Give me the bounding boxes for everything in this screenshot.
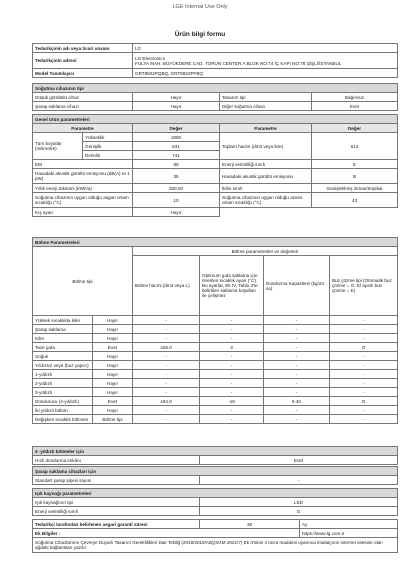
low-noise-value: Hayır — [133, 93, 220, 102]
compartment-defrost: - — [330, 352, 398, 361]
fast-freeze-value: Evet — [200, 456, 398, 465]
noise-value: 35 — [133, 169, 220, 184]
compartment-row — [33, 406, 398, 415]
total-volume-value: 612 — [312, 133, 398, 160]
compartment-volume: - — [133, 370, 200, 379]
compartment-defrost: - — [330, 406, 398, 415]
warranty-table — [32, 519, 398, 553]
energy-class-label: Enerji verimliliği sınıfı — [220, 160, 312, 169]
four-star-table — [32, 446, 398, 465]
compartment-present: Hayır — [93, 370, 133, 379]
compartment-name: 2-yıldızlı — [33, 379, 93, 388]
wine-bottles-value: - — [200, 476, 398, 485]
website-link[interactable]: https://www.lg.com.tr — [300, 529, 398, 538]
compartment-defrost: - — [330, 325, 398, 334]
compartment-freeze-capacity: - — [264, 352, 330, 361]
compartment-temp: - — [200, 316, 264, 325]
compartment-row — [33, 316, 398, 325]
max-temp-value: 43 — [312, 193, 398, 208]
compartment-temp: - — [200, 361, 264, 370]
warranty-unit: Ay — [300, 520, 398, 529]
compartment-volume: - — [133, 415, 200, 424]
supplier-address-line1: LG Electronics — [135, 55, 165, 61]
compartment-temp: -18 — [200, 397, 264, 406]
compartment-row — [33, 325, 398, 334]
compartment-freeze-capacity: - — [264, 343, 330, 352]
value-header-1: Değer — [133, 124, 220, 133]
wine-table — [32, 466, 398, 485]
climate-class-value: Genişletilmiş ılıman/tropikal — [312, 184, 398, 193]
compartment-row — [33, 379, 398, 388]
compartment-name: Dondurucu (4-yıldızlı) — [33, 397, 93, 406]
model-label: Model Tanımlayıcı — [33, 69, 133, 78]
low-noise-label: Düşük gürültülü cihaz — [33, 93, 133, 102]
compartment-volume: - — [133, 352, 200, 361]
compartment-name: 3-yıldızlı — [33, 388, 93, 397]
compartment-present: Hayır — [93, 361, 133, 370]
compartment-freeze-capacity: - — [264, 325, 330, 334]
max-temp-label: Soğutma cihazının uygun olduğu azami ortam sıcaklığı (°C) — [220, 193, 312, 208]
annual-energy-value: 330.00 — [133, 184, 220, 193]
min-temp-label: Soğutma cihazının uygun olduğu asgari ortam sıcaklığı (°C) — [33, 193, 133, 208]
temp-setting-header: Optimum gıda saklama için önerilen sıcaklık ayarı (°C). Bu ayarlar, Ek IV, Tablo 3'te belirtilen saklama koşulları ile çelişmez — [200, 256, 264, 316]
compartment-defrost: - — [330, 361, 398, 370]
compartment-name: Kiler — [33, 334, 93, 343]
climate-class-label: İklim sınıfı — [220, 184, 312, 193]
design-type-label: Tasarım tipi — [220, 93, 312, 102]
compartment-present: Hayır — [93, 352, 133, 361]
compartment-temp: - — [200, 379, 264, 388]
width-value: 831 — [133, 142, 220, 151]
wine-section: Şarap saklama cihazları için — [33, 467, 398, 476]
eei-label: EEI — [33, 160, 133, 169]
supplier-name-label: Tedarikçinin adı veya ticari unvanı — [33, 44, 133, 53]
other-appliance-label: Diğer soğutma cihazı — [220, 102, 312, 111]
compartment-freeze-capacity: - — [264, 388, 330, 397]
compartment-table — [32, 237, 398, 424]
compartment-defrost: - — [330, 415, 398, 424]
compartment-defrost: - — [330, 316, 398, 325]
compartment-freeze-capacity: - — [264, 370, 330, 379]
annual-energy-label: Yıllık enerji tüketimi (kWh/a) — [33, 184, 133, 193]
defrost-type-header: Buz çözme tipi (Otomatik buz çözme = O, El ayarlı buz çözme = E) — [330, 256, 398, 316]
noise-class-value: B — [312, 169, 398, 184]
warranty-value: 36 — [200, 520, 300, 529]
compartment-name: Şarap saklama — [33, 325, 93, 334]
compartment-volume: - — [133, 334, 200, 343]
compartment-volume: - — [133, 361, 200, 370]
winter-setting-value: Hayır — [133, 208, 220, 217]
compartment-freeze-capacity: 8.40 — [264, 397, 330, 406]
compartment-defrost: - — [330, 370, 398, 379]
compartment-freeze-capacity: - — [264, 316, 330, 325]
supplier-address-label: Tedarikçinin adresi — [33, 53, 133, 69]
param-header-1: Parametre — [33, 124, 133, 133]
compartment-present: Evet — [93, 343, 133, 352]
compartment-section: Bölme Parametreleri — [33, 238, 398, 247]
design-type-value: Bağımsız — [312, 93, 398, 102]
compartment-row — [33, 370, 398, 379]
freezing-capacity-header: Dondurma Kapasitesi (kg/24 sa) — [264, 256, 330, 316]
compartment-row — [33, 397, 398, 406]
total-volume-label: Toplam hacim (dm3 veya litre) — [220, 133, 312, 160]
height-label: Yükseklik — [83, 133, 133, 142]
param-header-2: Parametre — [220, 124, 312, 133]
compartment-defrost: - — [330, 379, 398, 388]
compartment-type-header: Bölme tipi — [33, 247, 133, 316]
light-class-label: Enerji verimliliği sınıfı — [33, 507, 200, 516]
compartment-name: İki yıldızlı bölüm — [33, 406, 93, 415]
light-type-value: LED — [200, 498, 398, 507]
compartment-freeze-capacity: - — [264, 406, 330, 415]
width-label: Genişlik — [83, 142, 133, 151]
compartment-present: Hayır — [93, 388, 133, 397]
supplier-address-value — [133, 53, 398, 69]
extra-info-label: Ek Bilgiler : — [33, 529, 300, 538]
page-title: Ürün bilgi formu — [174, 31, 226, 38]
supplier-address-line2: FULYA MAH. BÜYÜKDERE CAD. TORUN CENTER A BLOK NO:74 İÇ KAPI NO:78 ŞİŞLİ/İSTANBUL — [135, 60, 342, 66]
compartment-volume: 428.0 — [133, 343, 200, 352]
compartment-temp: - — [200, 415, 264, 424]
volume-header: Bölme hacmi (dm3 veya L) — [133, 256, 200, 316]
compartment-freeze-capacity: - — [264, 379, 330, 388]
compartment-name: Soğuk — [33, 352, 93, 361]
compartment-row — [33, 352, 398, 361]
general-params-table — [32, 114, 398, 217]
compartment-present: Hayır — [93, 406, 133, 415]
compartment-defrost: - — [330, 334, 398, 343]
compartment-volume: - — [133, 379, 200, 388]
compartment-defrost: - — [330, 388, 398, 397]
compartment-temp: - — [200, 325, 264, 334]
light-table — [32, 488, 398, 516]
compartment-freeze-capacity: - — [264, 361, 330, 370]
compartment-present: Hayır — [93, 379, 133, 388]
depth-value: 741 — [133, 151, 220, 160]
compartment-row — [33, 415, 398, 424]
other-appliance-value: Evet — [312, 102, 398, 111]
footnote: Soğutma Cihazlarının Çevreye Duyarlı Tasarım Gereklilikleri Dair Tebliğ (2019/2019/AB)(SGM 2021/7) Ek II'sinin 4 üncü maddesi uyarınca imalatçının internet sitesine olan ağdaki bağlantıları yazılır. — [33, 538, 398, 553]
compartment-volume: - — [133, 406, 200, 415]
internal-use-header: LGE Internal Use Only — [172, 4, 228, 10]
compartment-volume: - — [133, 325, 200, 334]
compartment-temp: - — [200, 334, 264, 343]
min-temp-value: 10 — [133, 193, 220, 208]
dimensions-label: Tüm boyutlar (milimetre) — [33, 133, 83, 160]
compartment-name: Taze gıda — [33, 343, 93, 352]
noise-label: Havadaki akustik gürültü emisyonu (dB(A) re 1 pW) — [33, 169, 133, 184]
energy-class-value: E — [312, 160, 398, 169]
compartment-present: Evet — [93, 397, 133, 406]
compartment-present: Hayır — [93, 334, 133, 343]
compartment-defrost: O — [330, 343, 398, 352]
compartment-temp: - — [200, 388, 264, 397]
compartment-name: Yüksek sıcaklıkta kiler — [33, 316, 93, 325]
compartment-present: Hayır — [93, 325, 133, 334]
compartment-defrost: O — [330, 397, 398, 406]
wine-bottles-label: Standart şarap şişesi sayısı — [33, 476, 200, 485]
compartment-row — [33, 334, 398, 343]
light-class-value: G — [200, 507, 398, 516]
four-star-section: 4 -yıldızlı bölmeler için — [33, 447, 398, 456]
compartment-temp: - — [200, 406, 264, 415]
model-value: GRT8822PQBQ, GRT8822PFBQ — [133, 69, 398, 78]
supplier-table — [32, 43, 398, 78]
compartment-row — [33, 343, 398, 352]
appliance-type-section: Soğutma cihazının tipi — [33, 84, 398, 93]
compartment-params-header: Bölme parametreleri ve değerleri — [133, 247, 398, 256]
compartment-volume: - — [133, 316, 200, 325]
compartment-temp: 3 — [200, 343, 264, 352]
winter-setting-label: Kış ayarı — [33, 208, 133, 217]
compartment-freeze-capacity: - — [264, 415, 330, 424]
height-value: 1860 — [133, 133, 220, 142]
compartment-row — [33, 388, 398, 397]
value-header-2: Değer — [312, 124, 398, 133]
wine-storage-label: Şarap saklama cihazı — [33, 102, 133, 111]
eei-value: 99 — [133, 160, 220, 169]
compartment-volume: - — [133, 388, 200, 397]
compartment-temp: - — [200, 352, 264, 361]
compartment-temp: - — [200, 370, 264, 379]
compartment-name: Değişken sıcaklık bölmesi — [33, 415, 93, 424]
light-type-label: Işık kaynağının tipi — [33, 498, 200, 507]
compartment-freeze-capacity: - — [264, 334, 330, 343]
depth-label: Derinlik — [83, 151, 133, 160]
warranty-label: Tedarikçi tarafından belirlenen asgari garanti süresi — [33, 520, 200, 529]
compartment-name: Yıldızsız veya (buz yapıcı) — [33, 361, 93, 370]
noise-class-label: Havadaki akustik gürültü emisyonu — [220, 169, 312, 184]
fast-freeze-label: Hızlı dondurma imkânı — [33, 456, 200, 465]
general-section: Genel ürün parametreleri — [33, 115, 398, 124]
supplier-name-value: LG — [133, 44, 398, 53]
compartment-volume: 184.0 — [133, 397, 200, 406]
compartment-name: 1-yıldızlı — [33, 370, 93, 379]
compartment-row — [33, 361, 398, 370]
compartment-present: Bölme tipi — [93, 415, 133, 424]
wine-storage-value: Hayır — [133, 102, 220, 111]
appliance-type-table — [32, 83, 398, 111]
light-section: Işık kaynağı parametreleri — [33, 489, 398, 498]
compartment-present: Hayır — [93, 316, 133, 325]
